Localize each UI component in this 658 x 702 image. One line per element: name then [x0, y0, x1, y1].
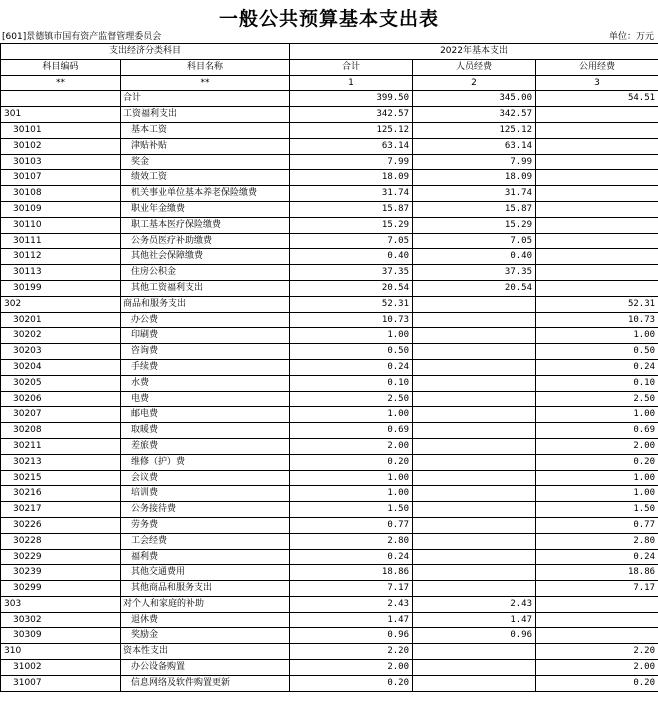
- table-row: [1, 612, 658, 628]
- row-total: 1.00: [290, 470, 413, 486]
- table-row: [1, 628, 658, 644]
- row-public: 2.20: [536, 644, 658, 660]
- table-row: [1, 565, 658, 581]
- row-total: 0.96: [290, 628, 413, 644]
- row-total: 15.29: [290, 217, 413, 233]
- row-code: 30101: [1, 122, 121, 138]
- row-total: 0.24: [290, 549, 413, 565]
- row-personnel: 7.99: [413, 154, 536, 170]
- row-total: 2.20: [290, 644, 413, 660]
- row-total: 1.00: [290, 486, 413, 502]
- row-code: 30208: [1, 423, 121, 439]
- row-total: 7.05: [290, 233, 413, 249]
- row-code: 30215: [1, 470, 121, 486]
- row-public: [536, 596, 658, 612]
- header-group-left: 支出经济分类科目: [1, 44, 290, 60]
- row-public: 7.17: [536, 581, 658, 597]
- header-public: 公用经费: [536, 59, 658, 75]
- row-code: 30202: [1, 328, 121, 344]
- table-row: [1, 154, 658, 170]
- row-name: 奖金: [121, 154, 290, 170]
- row-personnel: [413, 486, 536, 502]
- table-row: [1, 201, 658, 217]
- row-total: 0.77: [290, 517, 413, 533]
- row-code: 30216: [1, 486, 121, 502]
- row-code: 303: [1, 596, 121, 612]
- row-name: 劳务费: [121, 517, 290, 533]
- row-code: 30201: [1, 312, 121, 328]
- row-code: 30109: [1, 201, 121, 217]
- table-row: [1, 107, 658, 123]
- row-code: 30229: [1, 549, 121, 565]
- table-row: [1, 486, 658, 502]
- row-personnel: [413, 675, 536, 691]
- budget-table: [0, 43, 658, 692]
- row-total: 125.12: [290, 122, 413, 138]
- row-name: 其他社会保障缴费: [121, 249, 290, 265]
- row-name: 电费: [121, 391, 290, 407]
- row-public: 0.24: [536, 359, 658, 375]
- row-personnel: 20.54: [413, 280, 536, 296]
- row-total: 2.80: [290, 533, 413, 549]
- row-public: 2.00: [536, 438, 658, 454]
- row-code: 30226: [1, 517, 121, 533]
- row-total: 1.47: [290, 612, 413, 628]
- table-row: [1, 312, 658, 328]
- row-name: 退休费: [121, 612, 290, 628]
- table-row: [1, 454, 658, 470]
- row-personnel: [413, 438, 536, 454]
- row-name: 绩效工资: [121, 170, 290, 186]
- row-code: 302: [1, 296, 121, 312]
- row-code: 30111: [1, 233, 121, 249]
- row-public: 1.00: [536, 407, 658, 423]
- row-total: 0.69: [290, 423, 413, 439]
- row-public: 0.50: [536, 344, 658, 360]
- table-row: [1, 233, 658, 249]
- row-public: [536, 138, 658, 154]
- row-code: 30302: [1, 612, 121, 628]
- row-public: 0.20: [536, 675, 658, 691]
- index-code: **: [1, 75, 121, 91]
- row-personnel: 7.05: [413, 233, 536, 249]
- header-name: 科目名称: [121, 59, 290, 75]
- row-personnel: [413, 391, 536, 407]
- index-public: 3: [536, 75, 658, 91]
- table-row: [1, 344, 658, 360]
- row-total: 0.40: [290, 249, 413, 265]
- table-row: [1, 249, 658, 265]
- table-row: [1, 280, 658, 296]
- row-name: 印刷费: [121, 328, 290, 344]
- row-public: 0.69: [536, 423, 658, 439]
- index-personnel: 2: [413, 75, 536, 91]
- row-name: 资本性支出: [121, 644, 290, 660]
- row-total: 2.00: [290, 438, 413, 454]
- row-code: 30102: [1, 138, 121, 154]
- org-label: [601]景德镇市国有资产监督管理委员会: [2, 32, 162, 42]
- row-code: 30113: [1, 265, 121, 281]
- row-personnel: 15.29: [413, 217, 536, 233]
- row-total: 399.50: [290, 91, 413, 107]
- row-total: 342.57: [290, 107, 413, 123]
- row-public: [536, 249, 658, 265]
- row-total: 0.50: [290, 344, 413, 360]
- row-personnel: 63.14: [413, 138, 536, 154]
- table-row: [1, 675, 658, 691]
- table-row: [1, 470, 658, 486]
- row-public: [536, 122, 658, 138]
- row-public: [536, 154, 658, 170]
- row-personnel: 0.40: [413, 249, 536, 265]
- row-total: 0.24: [290, 359, 413, 375]
- row-total: 1.00: [290, 407, 413, 423]
- row-public: [536, 628, 658, 644]
- table-row: [1, 581, 658, 597]
- table-row: [1, 296, 658, 312]
- index-total: 1: [290, 75, 413, 91]
- row-public: 1.00: [536, 470, 658, 486]
- row-public: [536, 217, 658, 233]
- table-row: [1, 359, 658, 375]
- row-personnel: [413, 470, 536, 486]
- row-code: 31002: [1, 660, 121, 676]
- row-total: 31.74: [290, 186, 413, 202]
- table-row: [1, 407, 658, 423]
- row-public: [536, 201, 658, 217]
- row-total: 20.54: [290, 280, 413, 296]
- unit-info: [0, 29, 658, 42]
- row-public: 0.20: [536, 454, 658, 470]
- table-row: [1, 186, 658, 202]
- table-row: [1, 122, 658, 138]
- row-code: 30103: [1, 154, 121, 170]
- table-row: [1, 423, 658, 439]
- table-row: [1, 91, 658, 107]
- row-name: 工资福利支出: [121, 107, 290, 123]
- row-personnel: 15.87: [413, 201, 536, 217]
- header-group-row: [1, 44, 658, 60]
- row-personnel: 37.35: [413, 265, 536, 281]
- row-name: 会议费: [121, 470, 290, 486]
- row-total: 15.87: [290, 201, 413, 217]
- row-personnel: [413, 454, 536, 470]
- row-code: 30239: [1, 565, 121, 581]
- row-code: 30110: [1, 217, 121, 233]
- row-name: 维修（护）费: [121, 454, 290, 470]
- row-public: 52.31: [536, 296, 658, 312]
- row-total: 37.35: [290, 265, 413, 281]
- row-name: 商品和服务支出: [121, 296, 290, 312]
- table-row: [1, 533, 658, 549]
- row-total: 10.73: [290, 312, 413, 328]
- row-code: 30203: [1, 344, 121, 360]
- row-code: 30108: [1, 186, 121, 202]
- unit-label: 单位：万元: [608, 32, 654, 42]
- row-code: 30211: [1, 438, 121, 454]
- row-personnel: 0.96: [413, 628, 536, 644]
- row-name: 基本工资: [121, 122, 290, 138]
- row-public: 0.77: [536, 517, 658, 533]
- header-code: 科目编码: [1, 59, 121, 75]
- row-name: 其他工资福利支出: [121, 280, 290, 296]
- row-code: 310: [1, 644, 121, 660]
- table-row: [1, 517, 658, 533]
- row-name: 办公设备购置: [121, 660, 290, 676]
- row-code: 30199: [1, 280, 121, 296]
- row-name: 信息网络及软件购置更新: [121, 675, 290, 691]
- row-code: 30207: [1, 407, 121, 423]
- row-personnel: 342.57: [413, 107, 536, 123]
- row-name: 工会经费: [121, 533, 290, 549]
- row-name: 合计: [121, 91, 290, 107]
- row-code: 301: [1, 107, 121, 123]
- row-personnel: 31.74: [413, 186, 536, 202]
- row-name: 津贴补贴: [121, 138, 290, 154]
- row-personnel: [413, 423, 536, 439]
- row-name: 公务接待费: [121, 502, 290, 518]
- row-code: 30204: [1, 359, 121, 375]
- row-name: 差旅费: [121, 438, 290, 454]
- row-name: 其他交通费用: [121, 565, 290, 581]
- table-row: [1, 644, 658, 660]
- row-total: 2.50: [290, 391, 413, 407]
- row-name: 机关事业单位基本养老保险缴费: [121, 186, 290, 202]
- table-row: [1, 217, 658, 233]
- row-name: 奖励金: [121, 628, 290, 644]
- row-name: 职工基本医疗保险缴费: [121, 217, 290, 233]
- table-row: [1, 265, 658, 281]
- row-personnel: [413, 549, 536, 565]
- row-personnel: [413, 312, 536, 328]
- row-name: 职业年金缴费: [121, 201, 290, 217]
- row-public: 2.00: [536, 660, 658, 676]
- row-personnel: 345.00: [413, 91, 536, 107]
- row-personnel: [413, 660, 536, 676]
- row-total: 18.09: [290, 170, 413, 186]
- table-row: [1, 138, 658, 154]
- row-public: [536, 233, 658, 249]
- row-code: 31007: [1, 675, 121, 691]
- row-name: 住房公积金: [121, 265, 290, 281]
- index-name: **: [121, 75, 290, 91]
- row-personnel: [413, 344, 536, 360]
- row-public: 0.24: [536, 549, 658, 565]
- row-public: [536, 612, 658, 628]
- row-code: [1, 91, 121, 107]
- table-row: [1, 170, 658, 186]
- row-personnel: 1.47: [413, 612, 536, 628]
- row-code: 30228: [1, 533, 121, 549]
- table-row: [1, 596, 658, 612]
- row-personnel: [413, 407, 536, 423]
- row-personnel: [413, 502, 536, 518]
- row-total: 63.14: [290, 138, 413, 154]
- row-personnel: [413, 375, 536, 391]
- row-code: 30107: [1, 170, 121, 186]
- row-name: 办公费: [121, 312, 290, 328]
- row-public: 0.10: [536, 375, 658, 391]
- row-personnel: 125.12: [413, 122, 536, 138]
- row-personnel: [413, 581, 536, 597]
- row-public: 54.51: [536, 91, 658, 107]
- row-total: 0.20: [290, 675, 413, 691]
- row-public: 2.50: [536, 391, 658, 407]
- row-public: 1.00: [536, 486, 658, 502]
- table-row: [1, 328, 658, 344]
- row-name: 公务员医疗补助缴费: [121, 233, 290, 249]
- row-code: 30213: [1, 454, 121, 470]
- row-code: 30309: [1, 628, 121, 644]
- row-personnel: [413, 533, 536, 549]
- table-row: [1, 438, 658, 454]
- table-row: [1, 391, 658, 407]
- row-public: [536, 280, 658, 296]
- table-row: [1, 549, 658, 565]
- row-public: 18.86: [536, 565, 658, 581]
- row-name: 福利费: [121, 549, 290, 565]
- row-name: 水费: [121, 375, 290, 391]
- row-name: 对个人和家庭的补助: [121, 596, 290, 612]
- row-code: 30206: [1, 391, 121, 407]
- row-public: 2.80: [536, 533, 658, 549]
- row-personnel: [413, 517, 536, 533]
- header-column-row: [1, 59, 658, 75]
- row-personnel: [413, 296, 536, 312]
- row-name: 取暖费: [121, 423, 290, 439]
- row-code: 30112: [1, 249, 121, 265]
- row-code: 30299: [1, 581, 121, 597]
- row-public: [536, 170, 658, 186]
- row-name: 咨询费: [121, 344, 290, 360]
- page-title: 一般公共预算基本支出表: [218, 8, 439, 30]
- row-total: 1.50: [290, 502, 413, 518]
- row-total: 2.43: [290, 596, 413, 612]
- row-name: 手续费: [121, 359, 290, 375]
- row-total: 2.00: [290, 660, 413, 676]
- row-total: 18.86: [290, 565, 413, 581]
- row-personnel: [413, 644, 536, 660]
- table-row: [1, 660, 658, 676]
- row-public: [536, 107, 658, 123]
- row-total: 0.10: [290, 375, 413, 391]
- table-row: [1, 375, 658, 391]
- row-name: 培训费: [121, 486, 290, 502]
- row-name: 邮电费: [121, 407, 290, 423]
- header-total: 合计: [290, 59, 413, 75]
- row-total: 7.99: [290, 154, 413, 170]
- row-public: 1.00: [536, 328, 658, 344]
- header-index-row: [1, 75, 658, 91]
- row-total: 52.31: [290, 296, 413, 312]
- row-public: 10.73: [536, 312, 658, 328]
- table-row: [1, 502, 658, 518]
- row-name: 其他商品和服务支出: [121, 581, 290, 597]
- row-total: 7.17: [290, 581, 413, 597]
- row-personnel: 2.43: [413, 596, 536, 612]
- header-group-right: 2022年基本支出: [290, 44, 658, 60]
- row-total: 1.00: [290, 328, 413, 344]
- row-personnel: 18.09: [413, 170, 536, 186]
- row-public: [536, 186, 658, 202]
- row-total: 0.20: [290, 454, 413, 470]
- row-personnel: [413, 359, 536, 375]
- row-public: [536, 265, 658, 281]
- row-code: 30205: [1, 375, 121, 391]
- row-code: 30217: [1, 502, 121, 518]
- header-personnel: 人员经费: [413, 59, 536, 75]
- row-public: 1.50: [536, 502, 658, 518]
- row-personnel: [413, 565, 536, 581]
- row-personnel: [413, 328, 536, 344]
